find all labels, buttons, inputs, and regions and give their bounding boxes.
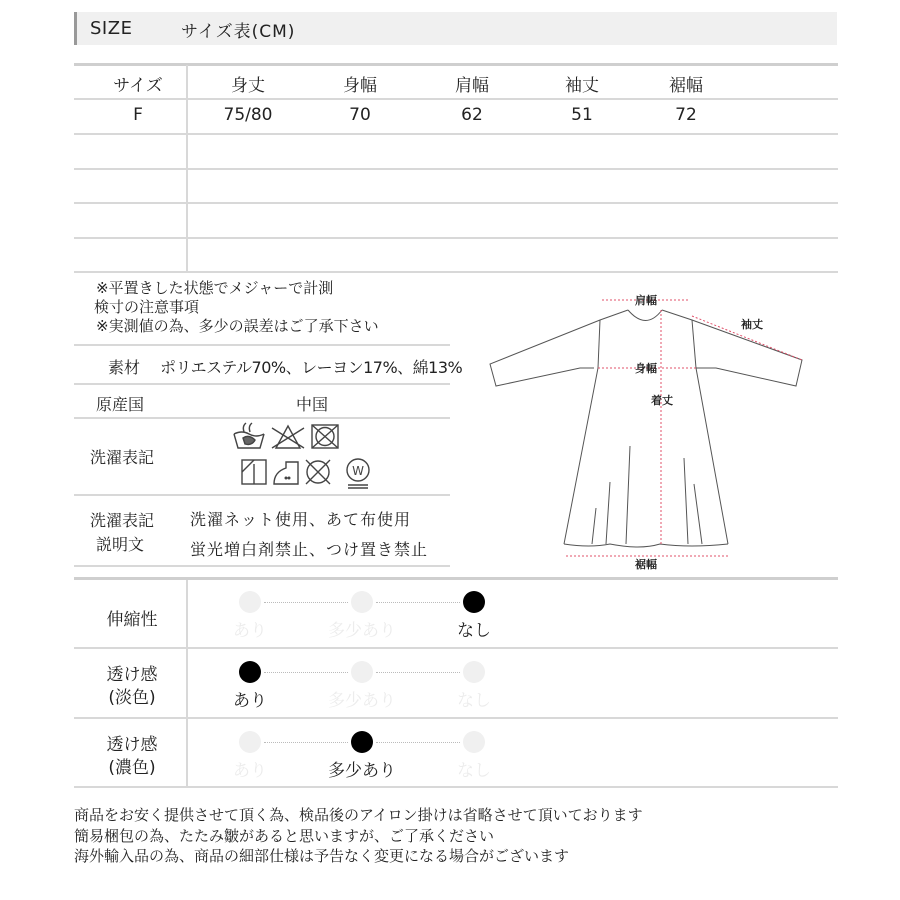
row-divider	[74, 647, 838, 649]
attribute-label: 伸縮性	[106, 610, 158, 630]
origin-value: 中国	[296, 395, 329, 414]
care-desc-label: 説明文	[96, 535, 145, 554]
scale-connector	[264, 602, 348, 603]
garment-diagram	[480, 276, 820, 576]
diagram-label-shoulder: 肩幅	[635, 294, 657, 307]
material-value: ポリエステル70%、レーヨン17%、綿13%	[160, 358, 463, 377]
scale-option-label: あり	[233, 621, 267, 641]
divider	[74, 383, 450, 385]
diagram-label-length: 着丈	[651, 394, 673, 407]
line-dry-shade-icon	[242, 460, 266, 484]
size-table-title: サイズ表(CM)	[181, 22, 296, 42]
column-header: 袖丈	[565, 76, 599, 96]
hand-wash-icon	[234, 423, 264, 448]
scale-option-label: 多少あり	[328, 691, 396, 711]
care-desc-text: 洗濯ネット使用、あて布使用	[190, 510, 412, 529]
attribute-sublabel: (淡色)	[108, 688, 156, 708]
divider	[74, 417, 450, 419]
no-bleach-icon	[272, 426, 304, 448]
diagram-label-body-width: 身幅	[635, 362, 657, 375]
scale-dot	[463, 661, 485, 683]
scale-dot-selected	[463, 591, 485, 613]
care-desc-text: 蛍光増白剤禁止、つけ置き禁止	[190, 540, 429, 559]
scale-option-label: あり	[233, 691, 267, 711]
scale-option-label: あり	[233, 761, 267, 781]
row-divider	[74, 133, 838, 135]
scale-dot	[351, 661, 373, 683]
section-header	[74, 12, 837, 45]
scale-connector	[376, 742, 460, 743]
scale-option-label: なし	[457, 691, 491, 711]
measure-note: ※平置きした状態でメジャーで計測	[96, 279, 334, 297]
origin-label: 原産国	[96, 395, 145, 414]
divider	[74, 565, 450, 567]
row-divider	[74, 237, 838, 239]
material-label: 素材	[108, 358, 141, 377]
table-cell: 72	[675, 105, 697, 125]
dress-outline	[490, 310, 802, 547]
table-cell: 51	[571, 105, 593, 125]
scale-option-label: 多少あり	[328, 761, 396, 781]
table-cell: F	[133, 105, 143, 125]
measure-lines	[566, 300, 802, 556]
scale-dot	[239, 591, 261, 613]
scale-option-label: なし	[457, 761, 491, 781]
row-divider	[74, 786, 838, 788]
divider	[74, 344, 450, 346]
column-header: 身幅	[343, 76, 377, 96]
row-divider	[74, 98, 838, 100]
footer-note: 簡易梱包の為、たたみ皺があると思いますが、ご了承ください	[74, 827, 495, 845]
size-label: SIZE	[90, 18, 133, 39]
scale-dot	[351, 591, 373, 613]
column-header: 肩幅	[455, 76, 489, 96]
scale-connector	[264, 672, 348, 673]
measure-note: ※実測値の為、多少の誤差はご了承下さい	[96, 317, 379, 335]
wet-clean-gentle-icon	[347, 459, 369, 488]
table-top-border	[74, 63, 838, 66]
column-header: サイズ	[113, 76, 163, 96]
footer-note: 海外輸入品の為、商品の細部仕様は予告なく変更になる場合がございます	[74, 847, 570, 865]
scale-dot	[463, 731, 485, 753]
row-divider	[74, 168, 838, 170]
attribute-label: 透け感	[106, 665, 158, 685]
no-dry-clean-icon	[306, 460, 330, 484]
measure-note-title: 検寸の注意事項	[94, 298, 200, 316]
scale-option-label: なし	[457, 621, 491, 641]
row-divider	[74, 717, 838, 719]
svg-text:W: W	[352, 464, 364, 478]
scale-connector	[376, 672, 460, 673]
section-divider	[74, 577, 838, 580]
scale-dot	[239, 731, 261, 753]
scale-dot-selected	[239, 661, 261, 683]
scale-connector	[264, 742, 348, 743]
no-tumble-dry-icon	[312, 425, 338, 448]
column-divider	[186, 65, 188, 271]
divider	[74, 494, 450, 496]
row-divider	[74, 271, 838, 273]
footer-note: 商品をお安く提供させて頂く為、検品後のアイロン掛けは省略させて頂いております	[74, 806, 643, 824]
care-label: 洗濯表記	[90, 448, 155, 467]
column-divider	[186, 580, 188, 786]
care-symbols	[230, 420, 390, 492]
scale-connector	[376, 602, 460, 603]
iron-low-icon	[274, 462, 298, 484]
column-header: 身丈	[231, 76, 265, 96]
attribute-sublabel: (濃色)	[108, 758, 156, 778]
table-cell: 70	[349, 105, 371, 125]
scale-option-label: 多少あり	[328, 621, 396, 641]
table-cell: 75/80	[223, 105, 273, 125]
column-header: 裾幅	[669, 76, 703, 96]
attribute-label: 透け感	[106, 735, 158, 755]
diagram-label-hem: 裾幅	[635, 558, 657, 571]
care-desc-label: 洗濯表記	[90, 511, 155, 530]
scale-dot-selected	[351, 731, 373, 753]
row-divider	[74, 202, 838, 204]
table-cell: 62	[461, 105, 483, 125]
diagram-label-sleeve: 袖丈	[741, 318, 763, 331]
